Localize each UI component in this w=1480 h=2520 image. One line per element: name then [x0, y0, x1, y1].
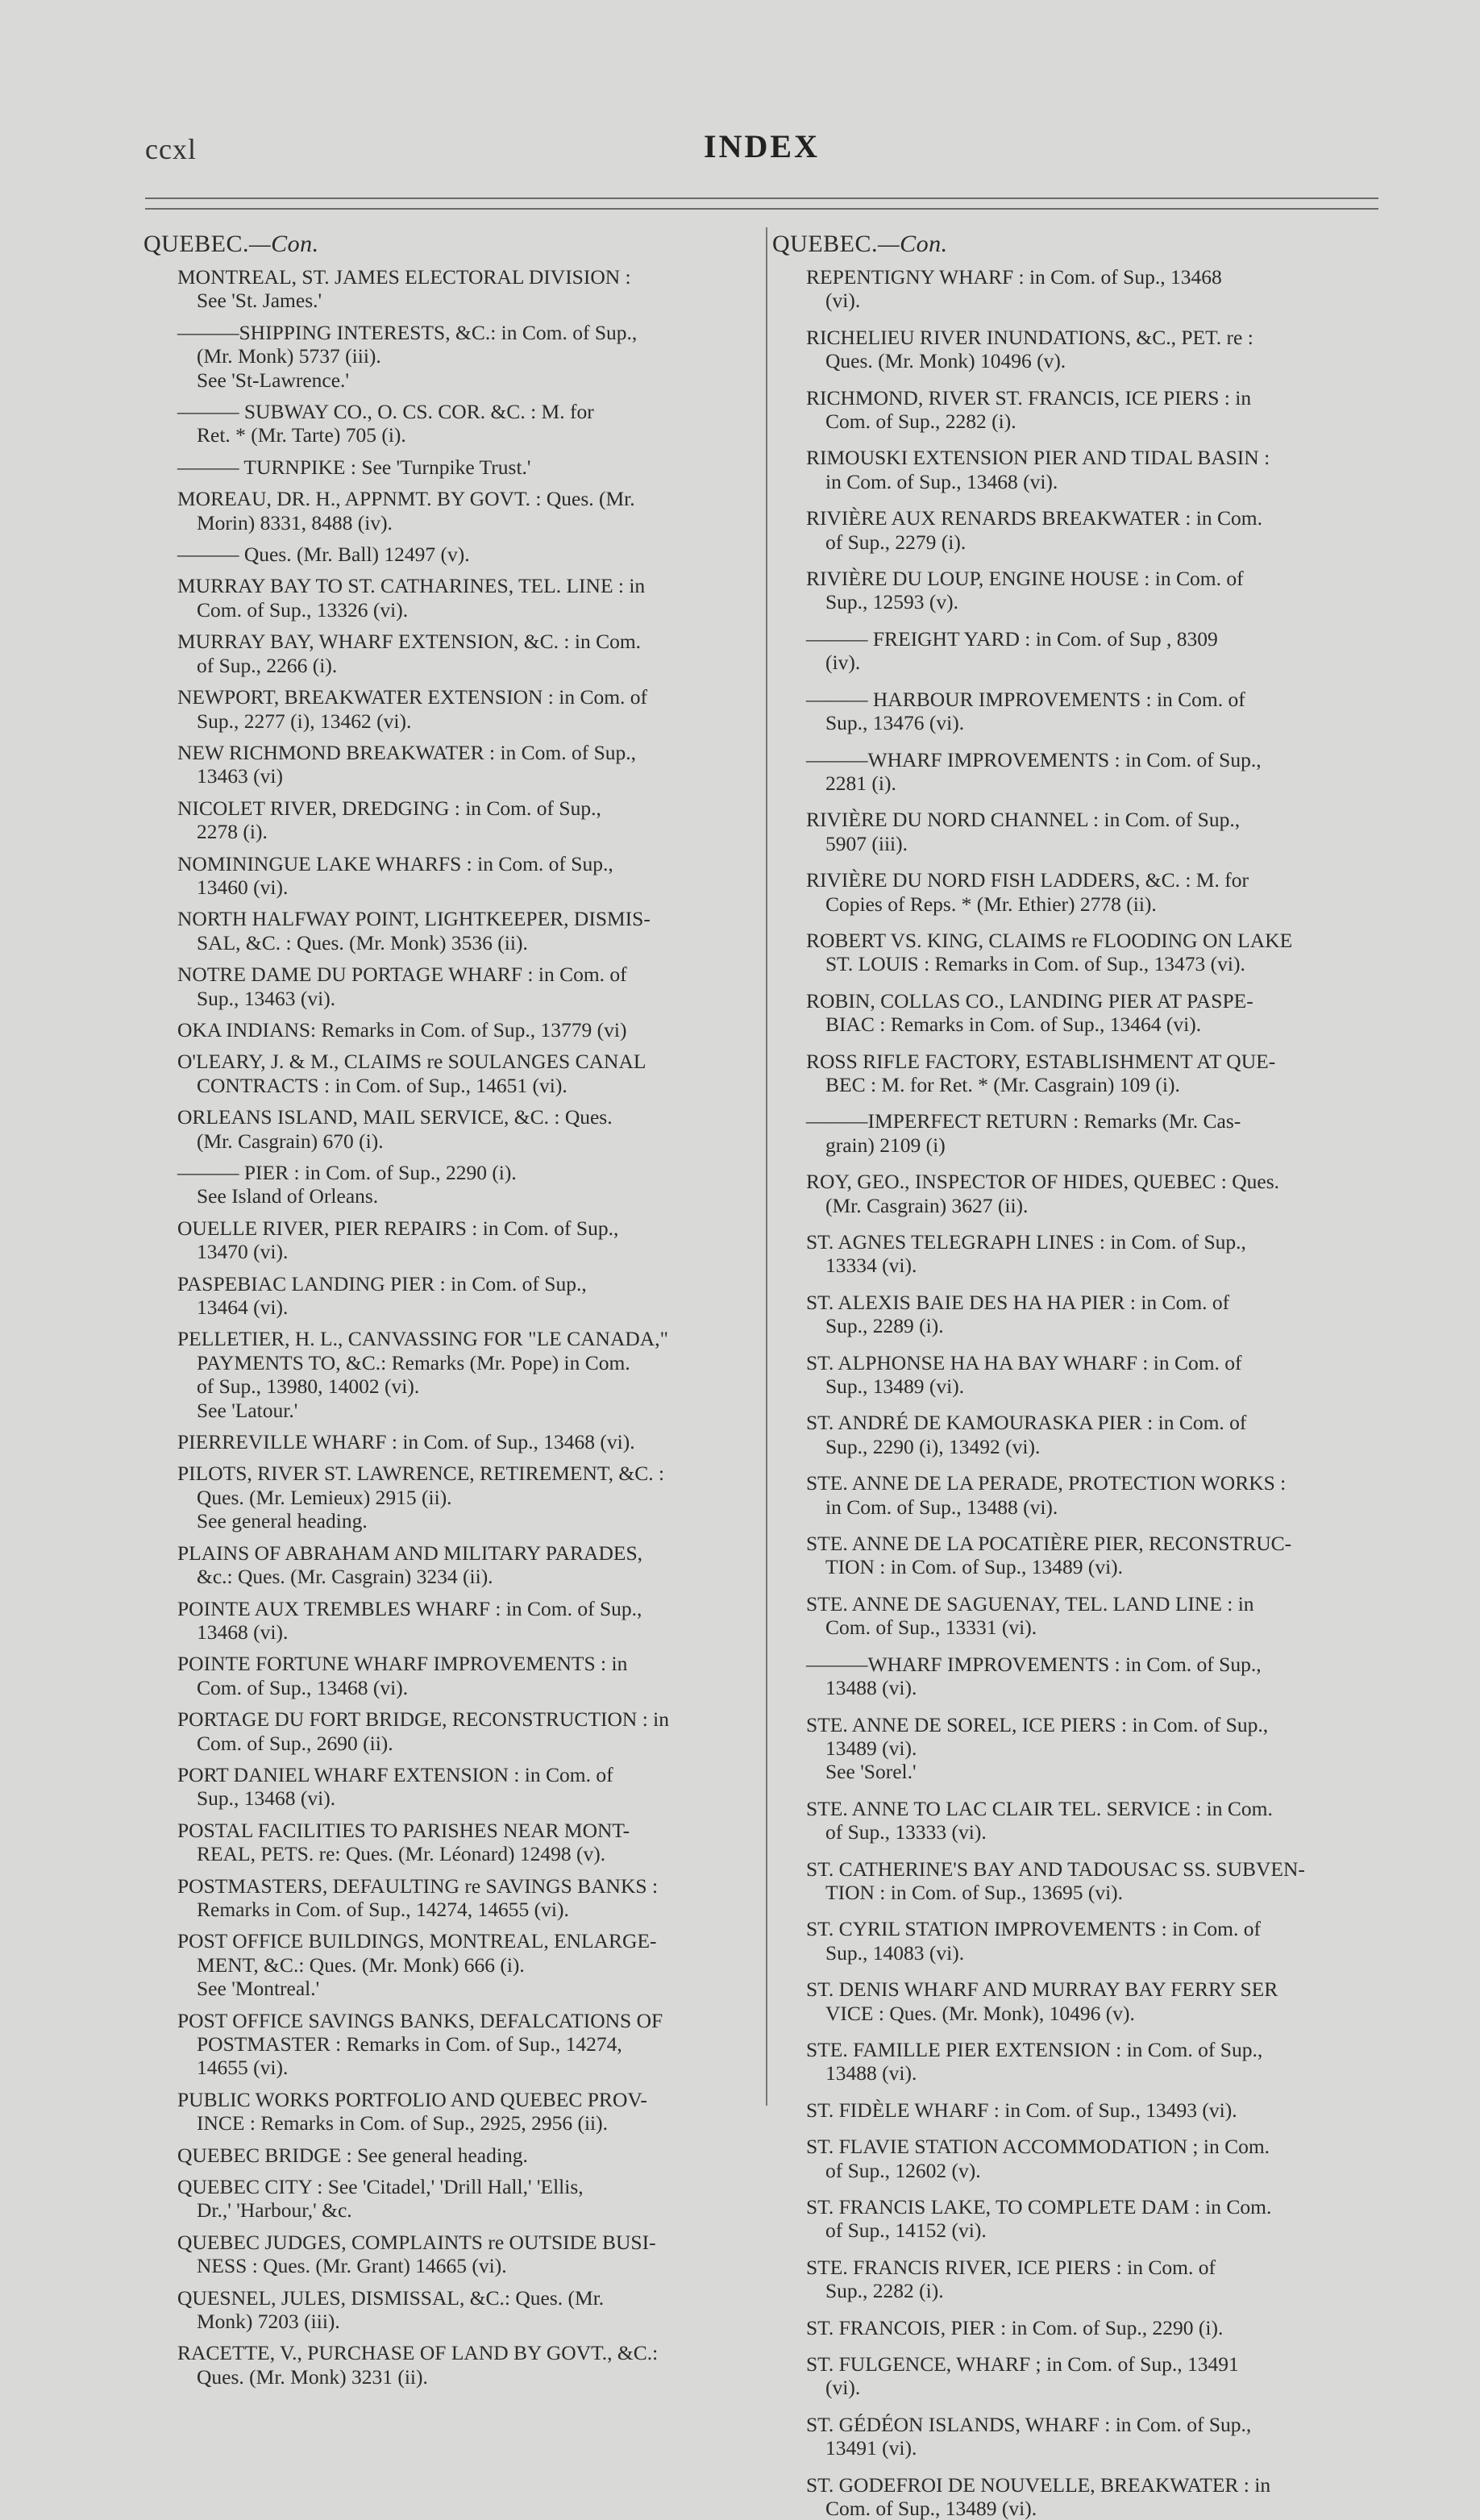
- index-entry: NOTRE DAME DU PORTAGE WHARF : in Com. of Sup., 13463 (vi).: [177, 963, 627, 1010]
- index-entry: ST. FULGENCE, WHARF ; in Com. of Sup., 13491 (vi).: [806, 2352, 1239, 2400]
- page-number: ccxl: [145, 133, 197, 165]
- index-entry: RIMOUSKI EXTENSION PIER AND TIDAL BASIN : in Com. of Sup., 13468 (vi).: [806, 446, 1270, 493]
- index-entry: ROBIN, COLLAS CO., LANDING PIER AT PASPE- BIAC : Remarks in Com. of Sup., 13464 (vi).: [806, 988, 1253, 1037]
- index-entry: ST. GODEFROI DE NOUVELLE, BREAKWATER : in Com. of Sup., 13489 (vi).: [806, 2472, 1271, 2520]
- right-heading-suffix: —Con.: [878, 231, 948, 257]
- index-entry: ———WHARF IMPROVEMENTS : in Com. of Sup., 2281 (i).: [806, 747, 1262, 795]
- left-heading-text: QUEBEC.: [143, 231, 249, 257]
- index-entry: ST. AGNES TELEGRAPH LINES : in Com. of Sup., 13334 (vi).: [806, 1230, 1246, 1278]
- index-entry: RICHELIEU RIVER INUNDATIONS, &C., PET. re : Ques. (Mr. Monk) 10496 (v).: [806, 325, 1253, 373]
- index-entry: RICHMOND, RIVER ST. FRANCIS, ICE PIERS : in Com. of Sup., 2282 (i).: [806, 385, 1252, 434]
- index-entry: NOMININGUE LAKE WHARFS : in Com. of Sup., 13460 (vi).: [177, 851, 613, 899]
- index-entry: MURRAY BAY TO ST. CATHARINES, TEL. LINE : in Com. of Sup., 13326 (vi).: [177, 574, 646, 622]
- index-entry: ——— FREIGHT YARD : in Com. of Sup , 8309 (iv).: [806, 626, 1218, 675]
- right-entries-list: [772, 265, 1378, 2520]
- index-entry: NEW RICHMOND BREAKWATER : in Com. of Sup., 13463 (vi): [177, 740, 637, 788]
- index-entry: ORLEANS ISLAND, MAIL SERVICE, &C. : Ques. (Mr. Casgrain) 670 (i).: [177, 1105, 613, 1153]
- index-entry: QUEBEC BRIDGE : See general heading.: [177, 2143, 528, 2167]
- index-entry: PORTAGE DU FORT BRIDGE, RECONSTRUCTION : in Com. of Sup., 2690 (ii).: [177, 1707, 670, 1755]
- index-entry: ST. FLAVIE STATION ACCOMMODATION ; in Com. of Sup., 12602 (v).: [806, 2135, 1270, 2182]
- left-entries-list: [143, 265, 748, 2389]
- index-entry: ST. GÉDÉON ISLANDS, WHARF : in Com. of Sup., 13491 (vi).: [806, 2412, 1252, 2460]
- index-entry: PELLETIER, H. L., CANVASSING FOR "LE CANADA," PAYMENTS TO, &C.: Remarks (Mr. Pope) in Com. of Sup., 13980, 14002 (vi). See 'Latour.': [177, 1327, 668, 1422]
- index-entry: ST. DENIS WHARF AND MURRAY BAY FERRY SER VICE : Ques. (Mr. Monk), 10496 (v).: [806, 1977, 1278, 2025]
- left-heading-suffix: —Con.: [249, 231, 319, 257]
- index-entry: RIVIÈRE DU LOUP, ENGINE HOUSE : in Com. of Sup., 12593 (v).: [806, 567, 1244, 614]
- index-entry: ST. ANDRÉ DE KAMOURASKA PIER : in Com. of Sup., 2290 (i), 13492 (vi).: [806, 1411, 1247, 1458]
- index-entry: POSTAL FACILITIES TO PARISHES NEAR MONT- REAL, PETS. re: Ques. (Mr. Léonard) 12498 (v).: [177, 1818, 630, 1866]
- index-entry: STE. ANNE DE LA POCATIÈRE PIER, RECONSTRUC- TION : in Com. of Sup., 13489 (vi).: [806, 1532, 1292, 1579]
- index-entry: OUELLE RIVER, PIER REPAIRS : in Com. of Sup., 13470 (vi).: [177, 1216, 619, 1264]
- page-title: INDEX: [704, 128, 820, 164]
- index-entry: ——— PIER : in Com. of Sup., 2290 (i). See Island of Orleans.: [177, 1161, 517, 1208]
- index-entry: POST OFFICE SAVINGS BANKS, DEFALCATIONS OF POSTMASTER : Remarks in Com. of Sup., 14274, 14655 (vi).: [177, 2008, 663, 2080]
- index-entry: POINTE AUX TREMBLES WHARF : in Com. of Sup., 13468 (vi).: [177, 1596, 642, 1644]
- index-entry: NEWPORT, BREAKWATER EXTENSION : in Com. of Sup., 2277 (i), 13462 (vi).: [177, 685, 648, 733]
- header-rule-top: [145, 198, 1378, 199]
- index-entry: MURRAY BAY, WHARF EXTENSION, &C. : in Com. of Sup., 2266 (i).: [177, 630, 642, 677]
- header-rule-bottom: [145, 208, 1378, 210]
- index-entry: STE. FRANCIS RIVER, ICE PIERS : in Com. of Sup., 2282 (i).: [806, 2255, 1216, 2303]
- index-entry: ——— TURNPIKE : See 'Turnpike Trust.': [177, 455, 531, 479]
- index-entry: RIVIÈRE DU NORD FISH LADDERS, &C. : M. for Copies of Reps. * (Mr. Ethier) 2778 (ii).: [806, 868, 1249, 916]
- index-entry: RIVIÈRE DU NORD CHANNEL : in Com. of Sup., 5907 (iii).: [806, 808, 1241, 855]
- index-entry: ———SHIPPING INTERESTS, &C.: in Com. of Sup., (Mr. Monk) 5737 (iii). See 'St-Lawrence.': [177, 320, 638, 392]
- index-entry: PASPEBIAC LANDING PIER : in Com. of Sup., 13464 (vi).: [177, 1271, 587, 1320]
- left-column: [143, 230, 748, 2389]
- index-entry: STE. ANNE DE SAGUENAY, TEL. LAND LINE : in Com. of Sup., 13331 (vi).: [806, 1591, 1254, 1640]
- index-entry: NICOLET RIVER, DREDGING : in Com. of Sup., 2278 (i).: [177, 796, 601, 844]
- page-header: [145, 127, 1378, 168]
- index-entry: ST. ALPHONSE HA HA BAY WHARF : in Com. of Sup., 13489 (vi).: [806, 1350, 1242, 1399]
- index-entry: ST. ALEXIS BAIE DES HA HA PIER : in Com. of Sup., 2289 (i).: [806, 1290, 1230, 1338]
- right-column: [772, 230, 1378, 2520]
- index-entry: PLAINS OF ABRAHAM AND MILITARY PARADES, &c.: Ques. (Mr. Casgrain) 3234 (ii).: [177, 1541, 642, 1589]
- index-entry: PORT DANIEL WHARF EXTENSION : in Com. of Sup., 13468 (vi).: [177, 1762, 613, 1811]
- index-entry: RACETTE, V., PURCHASE OF LAND BY GOVT., &C.: Ques. (Mr. Monk) 3231 (ii).: [177, 2341, 659, 2389]
- index-entry: ROBERT VS. KING, CLAIMS re FLOODING ON LAKE ST. LOUIS : Remarks in Com. of Sup., 13473 (vi).: [806, 928, 1293, 976]
- right-column-heading: [772, 230, 1378, 259]
- left-column-heading: [143, 230, 748, 259]
- column-divider: [766, 227, 767, 2106]
- index-entry: ST. FIDÈLE WHARF : in Com. of Sup., 13493 (vi).: [806, 2098, 1237, 2122]
- index-entry: ROY, GEO., INSPECTOR OF HIDES, QUEBEC : Ques. (Mr. Casgrain) 3627 (ii).: [806, 1170, 1280, 1217]
- index-entry: STE. FAMILLE PIER EXTENSION : in Com. of Sup., 13488 (vi).: [806, 2037, 1263, 2085]
- right-heading-text: QUEBEC.: [772, 231, 878, 257]
- index-entry: PIERREVILLE WHARF : in Com. of Sup., 13468 (vi).: [177, 1430, 635, 1454]
- index-entry: MOREAU, DR. H., APPNMT. BY GOVT. : Ques. (Mr. Morin) 8331, 8488 (iv).: [177, 487, 635, 534]
- index-entry: STE. ANNE TO LAC CLAIR TEL. SERVICE : in Com. of Sup., 13333 (vi).: [806, 1796, 1273, 1844]
- index-entry: STE. ANNE DE LA PERADE, PROTECTION WORKS : in Com. of Sup., 13488 (vi).: [806, 1471, 1287, 1519]
- index-entry: ST. CYRIL STATION IMPROVEMENTS : in Com. of Sup., 14083 (vi).: [806, 1917, 1261, 1965]
- index-entry: ST. FRANCIS LAKE, TO COMPLETE DAM : in Com. of Sup., 14152 (vi).: [806, 2195, 1272, 2243]
- index-entry: QUEBEC JUDGES, COMPLAINTS re OUTSIDE BUSI- NESS : Ques. (Mr. Grant) 14665 (vi).: [177, 2230, 656, 2278]
- index-entry: QUEBEC CITY : See 'Citadel,' 'Drill Hall,' 'Ellis, Dr.,' 'Harbour,' &c.: [177, 2175, 584, 2223]
- index-entry: MONTREAL, ST. JAMES ELECTORAL DIVISION : See 'St. James.': [177, 265, 631, 313]
- index-entry: ——— SUBWAY CO., O. CS. COR. &C. : M. for Ret. * (Mr. Tarte) 705 (i).: [177, 400, 594, 447]
- index-entry: RIVIÈRE AUX RENARDS BREAKWATER : in Com. of Sup., 2279 (i).: [806, 506, 1262, 554]
- index-entry: POSTMASTERS, DEFAULTING re SAVINGS BANKS : Remarks in Com. of Sup., 14274, 14655 (vi).: [177, 1873, 659, 1921]
- index-entry: STE. ANNE DE SOREL, ICE PIERS : in Com. of Sup., 13489 (vi). See 'Sorel.': [806, 1712, 1269, 1784]
- index-entry: ———IMPERFECT RETURN : Remarks (Mr. Cas- grain) 2109 (i): [806, 1109, 1241, 1157]
- index-entry: ST. FRANCOIS, PIER : in Com. of Sup., 2290 (i).: [806, 2315, 1224, 2339]
- index-entry: POINTE FORTUNE WHARF IMPROVEMENTS : in Com. of Sup., 13468 (vi).: [177, 1652, 628, 1699]
- index-entry: OKA INDIANS: Remarks in Com. of Sup., 13779 (vi): [177, 1017, 627, 1042]
- index-entry: ——— HARBOUR IMPROVEMENTS : in Com. of Sup., 13476 (vi).: [806, 687, 1245, 735]
- index-entry: ROSS RIFLE FACTORY, ESTABLISHMENT AT QUE- BEC : M. for Ret. * (Mr. Casgrain) 109 (i).: [806, 1049, 1276, 1096]
- index-entry: O'LEARY, J. & M., CLAIMS re SOULANGES CANAL CONTRACTS : in Com. of Sup., 14651 (vi).: [177, 1050, 646, 1097]
- index-entry: POST OFFICE BUILDINGS, MONTREAL, ENLARGE- MENT, &C.: Ques. (Mr. Monk) 666 (i). See 'Montreal.': [177, 1929, 657, 2001]
- index-entry: PILOTS, RIVER ST. LAWRENCE, RETIREMENT, &C. : Ques. (Mr. Lemieux) 2915 (ii). See general heading.: [177, 1462, 665, 1533]
- index-entry: NORTH HALFWAY POINT, LIGHTKEEPER, DISMIS- SAL, &C. : Ques. (Mr. Monk) 3536 (ii).: [177, 907, 651, 954]
- index-entry: ———WHARF IMPROVEMENTS : in Com. of Sup., 13488 (vi).: [806, 1652, 1262, 1700]
- index-entry: REPENTIGNY WHARF : in Com. of Sup., 13468 (vi).: [806, 265, 1222, 313]
- index-entry: ——— Ques. (Mr. Ball) 12497 (v).: [177, 543, 470, 567]
- index-entry: PUBLIC WORKS PORTFOLIO AND QUEBEC PROV- INCE : Remarks in Com. of Sup., 2925, 2956 (ii).: [177, 2087, 647, 2135]
- index-entry: QUESNEL, JULES, DISMISSAL, &C.: Ques. (Mr. Monk) 7203 (iii).: [177, 2285, 605, 2334]
- index-entry: ST. CATHERINE'S BAY AND TADOUSAC SS. SUBVEN- TION : in Com. of Sup., 13695 (vi).: [806, 1857, 1305, 1904]
